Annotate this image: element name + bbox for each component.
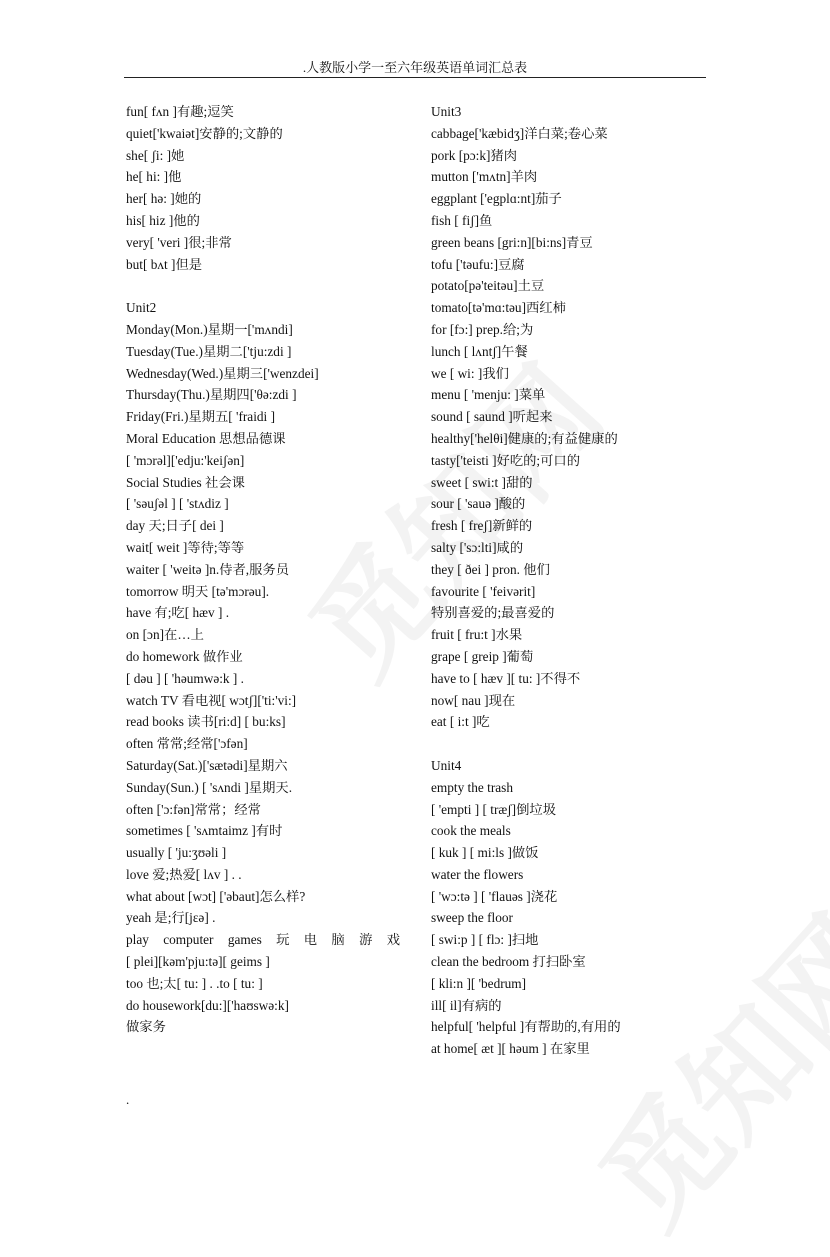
vocab-line: often 常常;经常['ɔfən]: [126, 736, 248, 752]
vocab-line: grape [ greip ]葡萄: [431, 648, 534, 664]
vocab-line: cabbage['kæbidʒ]洋白菜;卷心菜: [431, 125, 608, 141]
vocab-line: he[ hi: ]他: [126, 169, 182, 185]
vocab-line: watch TV 看电视[ wɔtʃ]['ti:'vi:]: [126, 692, 297, 708]
vocab-line: [ 'mɔrəl]['edju:'keiʃən]: [126, 452, 245, 468]
vocab-line: do housework[du:]['haʊswə:k]: [126, 997, 289, 1013]
vocab-line: [ 'səuʃəl ] [ 'stʌdiz ]: [126, 496, 229, 512]
left-column: [126, 101, 404, 1038]
vocab-line: waiter [ 'weitə ]n.侍者,服务员: [126, 561, 290, 577]
vocab-line: empty the trash: [431, 779, 513, 795]
vocab-line: [ kuk ] [ mi:ls ]做饭: [431, 845, 539, 861]
blank-line: [431, 733, 711, 755]
vocab-line: Monday(Mon.)星期一['mʌndi]: [126, 321, 293, 337]
vocab-line: [ dəu ] [ 'həumwə:k ] .: [126, 670, 244, 686]
vocab-line: wait[ weit ]等待;等等: [126, 539, 245, 555]
vocab-line: fruit [ fru:t ]水果: [431, 627, 523, 643]
vocab-line: on [ɔn]在…上: [126, 627, 204, 643]
vocab-line: sour [ 'sauə ]酸的: [431, 496, 526, 512]
vocab-word: play: [126, 932, 149, 948]
vocab-line: often ['ɔ:fən]常常；经常: [126, 801, 261, 817]
vocab-line: [ kli:n ][ 'bedrum]: [431, 975, 527, 991]
footer-mark: .: [126, 1092, 130, 1107]
vocab-line: tasty['teisti ]好吃的;可口的: [431, 452, 581, 468]
right-column: [431, 101, 711, 1060]
vocab-line: helpful[ 'helpful ]有帮助的,有用的: [431, 1019, 621, 1035]
vocab-line: [ swi:p ] [ flɔ: ]扫地: [431, 932, 539, 948]
vocab-line: have to [ hæv ][ tu: ]不得不: [431, 670, 581, 686]
vocab-line: favourite [ 'feivərit]: [431, 583, 536, 599]
vocab-line: mutton ['mʌtn]羊肉: [431, 169, 538, 185]
vocab-line: we [ wi: ]我们: [431, 365, 509, 381]
vocab-line: salty ['sɔ:lti]咸的: [431, 539, 524, 555]
blank-line: [126, 275, 404, 297]
vocab-line: yeah 是;行[jεə] .: [126, 910, 216, 926]
vocab-line: sweet [ swi:t ]甜的: [431, 474, 533, 490]
vocab-line: Thursday(Thu.)星期四['θə:zdi ]: [126, 387, 297, 403]
vocab-line: tomato[tə'mɑ:təu]西红柿: [431, 300, 566, 316]
vocab-line: read books 读书[ri:d] [ bu:ks]: [126, 714, 286, 730]
vocab-line: tofu ['təufu:]豆腐: [431, 256, 525, 272]
vocab-line: sound [ saund ]听起来: [431, 409, 553, 425]
vocab-line: Sunday(Sun.) [ 'sʌndi ]星期天.: [126, 779, 293, 795]
vocab-line: have 有;吃[ hæv ] .: [126, 605, 230, 621]
vocab-line: eat [ i:t ]吃: [431, 714, 490, 730]
vocab-word: 戏: [386, 932, 400, 948]
vocab-line: do homework 做作业: [126, 648, 243, 664]
vocab-line: lunch [ lʌntʃ]午餐: [431, 343, 528, 359]
unit-heading: Unit3: [431, 104, 462, 119]
vocab-line: Social Studies 社会课: [126, 474, 245, 490]
vocab-line: usually [ 'ju:ʒʊəli ]: [126, 845, 227, 861]
vocab-line: Tuesday(Tue.)星期二['tju:zdi ]: [126, 343, 292, 359]
vocab-line: potato[pə'teitəu]土豆: [431, 278, 545, 294]
vocab-line: healthy['helθi]健康的;有益健康的: [431, 430, 618, 446]
vocab-line: pork [pɔ:k]猪肉: [431, 147, 518, 163]
vocab-word: games: [227, 932, 262, 948]
vocab-line: eggplant ['egplɑ:nt]茄子: [431, 191, 562, 207]
unit-heading: Unit4: [431, 757, 462, 773]
vocab-line: now[ nau ]现在: [431, 692, 516, 708]
vocab-word: computer: [163, 932, 214, 948]
vocab-word: 电: [303, 932, 318, 948]
vocab-line: Saturday(Sat.)['sætədi]星期六: [126, 757, 288, 773]
vocab-line: love 爱;热爱[ lʌv ] . .: [126, 866, 242, 882]
header-divider: [124, 77, 706, 78]
unit-heading: Unit2: [126, 300, 157, 316]
vocab-line: ill[ il]有病的: [431, 997, 502, 1013]
vocab-line: they [ ðei ] pron. 他们: [431, 561, 550, 577]
vocab-line: quiet['kwaiət]安静的;文静的: [126, 125, 283, 141]
vocab-line: 特别喜爱的;最喜爱的: [431, 605, 555, 621]
vocab-word: 玩: [276, 932, 290, 948]
vocab-line: tomorrow 明天 [tə'mɔrəu].: [126, 583, 270, 599]
vocab-line: fish [ fiʃ]鱼: [431, 212, 493, 228]
vocab-line: sometimes [ 'sʌmtaimz ]有时: [126, 823, 283, 839]
vocab-line: [ 'wɔ:tə ] [ 'flauəs ]浇花: [431, 888, 558, 904]
vocab-line: day 天;日子[ dei ]: [126, 518, 224, 534]
vocab-line: green beans [gri:n][bi:ns]青豆: [431, 234, 593, 250]
vocab-line: fun[ fʌn ]有趣;逗笑: [126, 104, 234, 119]
vocab-line: she[ ʃi: ]她: [126, 147, 185, 163]
vocab-line: too 也;太[ tu: ] . .to [ tu: ]: [126, 975, 263, 991]
vocab-line: [126, 929, 400, 951]
vocab-line: Moral Education 思想品德课: [126, 430, 286, 446]
vocab-line: very[ 'veri ]很;非常: [126, 234, 232, 250]
vocab-word: 脑: [331, 932, 345, 948]
vocab-line: menu [ 'menju: ]菜单: [431, 387, 546, 403]
vocab-line: [ 'empti ] [ træʃ]倒垃圾: [431, 801, 556, 817]
vocab-line: Wednesday(Wed.)星期三['wenzdei]: [126, 365, 319, 381]
vocab-line: water the flowers: [431, 866, 524, 882]
vocab-line: [ plei][kəm'pju:tə][ geims ]: [126, 954, 270, 970]
vocab-line: but[ bʌt ]但是: [126, 256, 203, 272]
vocab-line: fresh [ freʃ]新鲜的: [431, 518, 533, 534]
page-header-title: .人教版小学一至六年级英语单词汇总表: [302, 60, 528, 75]
vocab-line: her[ hə: ]她的: [126, 191, 202, 207]
vocab-line: Friday(Fri.)星期五[ 'fraidi ]: [126, 409, 275, 425]
vocab-line: at home[ æt ][ həum ] 在家里: [431, 1041, 590, 1057]
vocab-line: clean the bedroom 打扫卧室: [431, 954, 586, 970]
vocab-word: 游: [359, 932, 373, 948]
vocab-line: sweep the floor: [431, 910, 513, 926]
vocab-line: 做家务: [126, 1019, 166, 1035]
vocab-line: what about [wɔt] ['əbaut]怎么样?: [126, 888, 306, 904]
vocab-line: for [fɔ:] prep.给;为: [431, 321, 534, 337]
vocab-line: his[ hiz ]他的: [126, 212, 200, 228]
vocab-line: cook the meals: [431, 823, 511, 839]
